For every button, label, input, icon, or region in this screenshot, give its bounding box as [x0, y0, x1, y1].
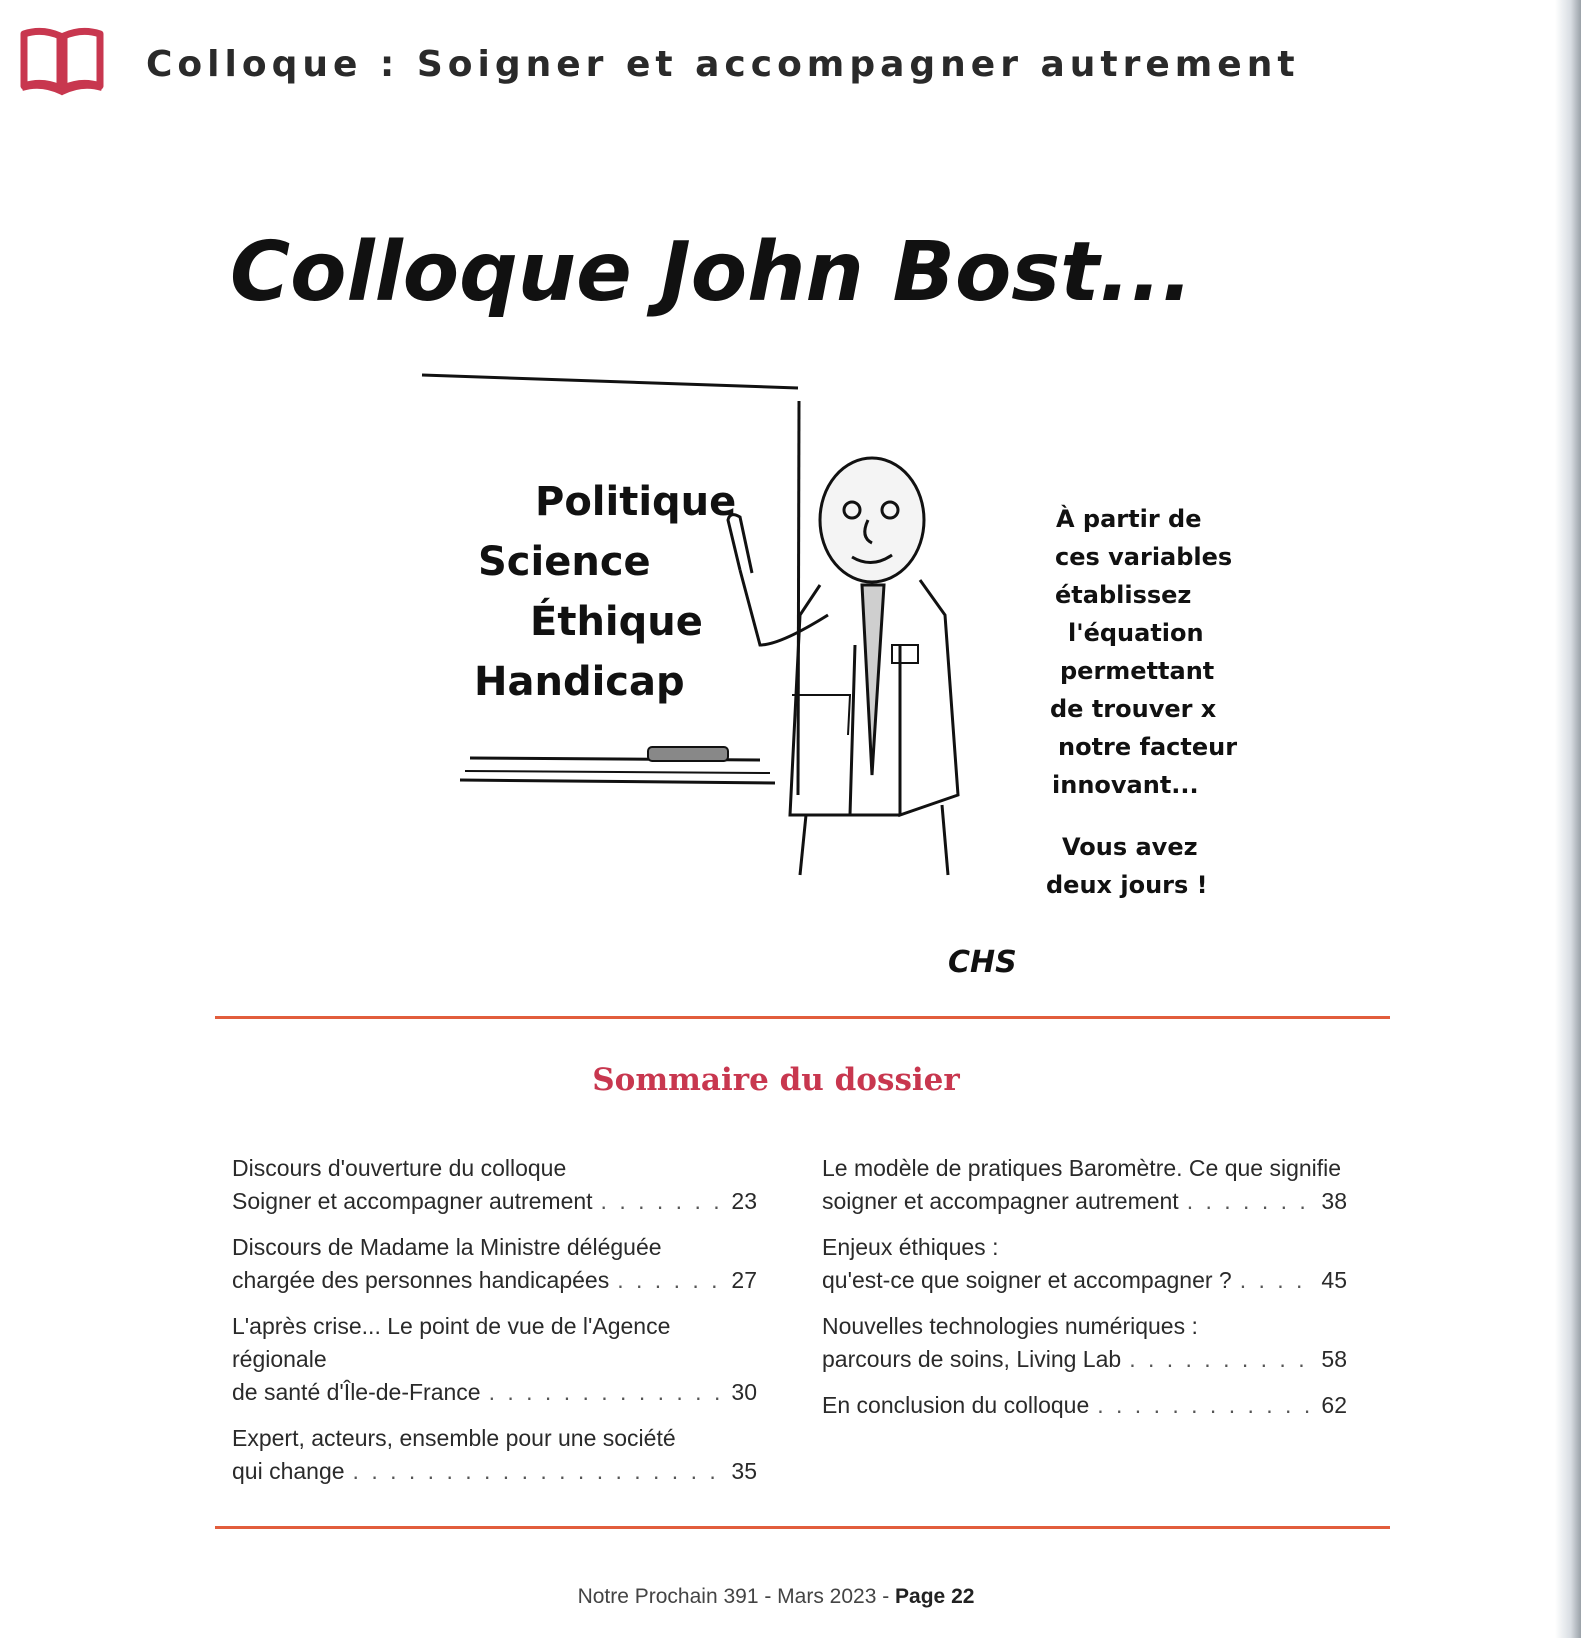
- footer-page-number: Page 22: [895, 1585, 975, 1608]
- speech-line-1: À partir de: [1056, 505, 1202, 533]
- footer-publication: Notre Prochain 391 - Mars 2023 -: [577, 1585, 896, 1608]
- cartoon-headline: Colloque John Bost...: [230, 225, 1193, 320]
- toc-page-number: 30: [731, 1379, 757, 1405]
- toc-entry-line2: parcours de soins, Living Lab: [822, 1346, 1122, 1372]
- toc-leader-dots: [617, 1264, 719, 1297]
- toc-entry[interactable]: [822, 1389, 1347, 1422]
- board-word-politique: Politique: [535, 479, 737, 525]
- toc-entry-line1: Expert, acteurs, ensemble pour une société: [232, 1425, 676, 1451]
- toc-page-number: 58: [1321, 1346, 1347, 1372]
- toc-entry-line1: Nouvelles technologies numériques :: [822, 1313, 1198, 1339]
- toc-leader-dots: [489, 1376, 719, 1409]
- speech-line-3: établissez: [1055, 581, 1192, 609]
- toc-leader-dots: [1097, 1389, 1309, 1422]
- toc-entry-line1: Le modèle de pratiques Baromètre. Ce que signifie: [822, 1155, 1342, 1181]
- toc-page-number: 27: [731, 1267, 757, 1293]
- board-word-science: Science: [478, 539, 651, 585]
- toc-entry-line1: L'après crise... Le point de vue de l'Agence régionale: [232, 1313, 671, 1372]
- speech-line-2: ces variables: [1055, 543, 1233, 571]
- toc-entry-line1: Discours de Madame la Ministre déléguée: [232, 1234, 662, 1260]
- toc-page-number: 45: [1321, 1267, 1347, 1293]
- speech-line-7: notre facteur: [1058, 733, 1238, 761]
- toc-entry-line1: Enjeux éthiques :: [822, 1234, 999, 1260]
- page-edge-shadow: [1555, 0, 1581, 1638]
- toc-entry[interactable]: [822, 1231, 1347, 1297]
- toc-entry[interactable]: [232, 1310, 757, 1409]
- toc-column-left: [232, 1152, 757, 1501]
- toc-page-number: 38: [1321, 1188, 1347, 1214]
- toc-entry[interactable]: [232, 1422, 757, 1488]
- toc-entry-line2: qui change: [232, 1458, 345, 1484]
- toc-leader-dots: [353, 1455, 719, 1488]
- toc-entry-line2: Soigner et accompagner autrement: [232, 1188, 593, 1214]
- toc-entry[interactable]: [232, 1231, 757, 1297]
- toc-entry[interactable]: [232, 1152, 757, 1218]
- top-divider: [215, 1016, 1390, 1019]
- page-footer: [0, 1585, 1552, 1609]
- toc-entry-line2: chargée des personnes handicapées: [232, 1267, 610, 1293]
- toc-page-number: 35: [731, 1458, 757, 1484]
- toc-leader-dots: [1187, 1185, 1309, 1218]
- speaker-figure: [728, 458, 958, 875]
- cartoon-illustration: [200, 175, 1320, 995]
- toc-page-number: 23: [731, 1188, 757, 1214]
- board-word-handicap: Handicap: [474, 659, 685, 705]
- toc-entry-line2: En conclusion du colloque: [822, 1392, 1090, 1418]
- speech-line-8: innovant...: [1052, 771, 1199, 799]
- open-book-icon: [18, 26, 106, 96]
- toc-entry-line2: qu'est-ce que soigner et accompagner ?: [822, 1267, 1232, 1293]
- toc-leader-dots: [601, 1185, 719, 1218]
- board-word-ethique: Éthique: [530, 599, 703, 645]
- speech-line-4: l'équation: [1068, 619, 1204, 647]
- toc-entry-line1: Discours d'ouverture du colloque: [232, 1155, 567, 1181]
- speech-line-9: Vous avez: [1062, 833, 1198, 861]
- speech-line-6: de trouver x: [1050, 695, 1217, 723]
- toc-column-right: [822, 1152, 1347, 1435]
- artist-signature: CHS: [948, 945, 1017, 980]
- toc-leader-dots: [1240, 1264, 1309, 1297]
- toc-entry-line2: de santé d'Île-de-France: [232, 1379, 481, 1405]
- toc-entry[interactable]: [822, 1152, 1347, 1218]
- toc-entry[interactable]: [822, 1310, 1347, 1376]
- speech-line-5: permettant: [1060, 657, 1215, 685]
- bottom-divider: [215, 1526, 1390, 1529]
- toc-title: Sommaire du dossier: [592, 1062, 960, 1098]
- section-title: Colloque : Soigner et accompagner autrement: [146, 44, 1300, 85]
- toc-page-number: 62: [1321, 1392, 1347, 1418]
- toc-entry-line2: soigner et accompagner autrement: [822, 1188, 1179, 1214]
- speech-line-10: deux jours !: [1046, 871, 1208, 899]
- toc-leader-dots: [1129, 1343, 1309, 1376]
